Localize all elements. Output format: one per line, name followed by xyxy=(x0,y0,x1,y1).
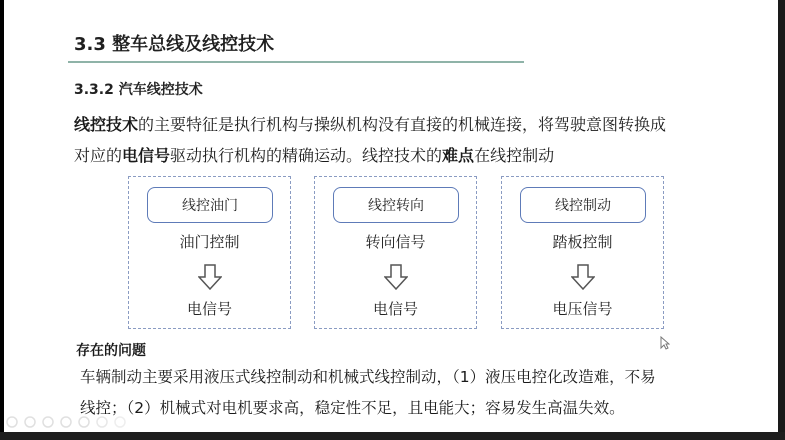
intro-line-2-b: 驱动执行机构的精确运动。线控技术的 xyxy=(170,146,443,165)
diagram-box-steering xyxy=(314,176,477,329)
subsection-title: 3.3.2 汽车线控技术 xyxy=(74,82,203,98)
box-signal-braking: 电压信号 xyxy=(552,300,613,318)
box-label-braking: 线控制动 xyxy=(520,187,646,223)
box-label-throttle: 线控油门 xyxy=(147,187,273,223)
issues-line-2: 线控；（2）机械式对电机要求高，稳定性不足，且电能大；容易发生高温失效。 xyxy=(80,399,625,417)
down-arrow-icon xyxy=(198,264,222,290)
box-control-braking: 踏板控制 xyxy=(552,233,613,251)
issues-heading: 存在的问题 xyxy=(76,343,146,359)
slide xyxy=(4,0,778,432)
down-arrow-icon xyxy=(384,264,408,290)
diagram-box-braking xyxy=(501,176,664,329)
window-right-edge xyxy=(778,0,785,440)
box-signal-throttle: 电信号 xyxy=(186,300,232,318)
intro-line-2 xyxy=(74,146,554,166)
issues-line-1: 车辆制动主要采用液压式线控制动和机械式线控制动，（1）液压电控化改造难，不易 xyxy=(80,368,656,386)
intro-line-1-text: 的主要特征是执行机构与操纵机构没有直接的机械连接，将驾驶意图转换成 xyxy=(138,115,667,134)
mouse-cursor-icon xyxy=(660,336,670,350)
box-label-steering: 线控转向 xyxy=(333,187,459,223)
box-control-steering: 转向信号 xyxy=(365,233,426,251)
box-control-throttle: 油门控制 xyxy=(179,233,240,251)
page-title: 3.3 整车总线及线控技术 xyxy=(74,34,275,55)
down-arrow-icon xyxy=(571,264,595,290)
term-difficulty: 难点 xyxy=(442,146,475,165)
intro-line-2-a: 对应的 xyxy=(74,146,123,165)
intro-line-1 xyxy=(74,115,666,135)
slide-nav-dots-icon[interactable] xyxy=(4,412,144,432)
term-wire-control: 线控技术 xyxy=(74,115,139,134)
diagram-box-throttle xyxy=(128,176,291,329)
window-bottom-bar xyxy=(0,432,785,440)
title-divider xyxy=(68,61,524,63)
intro-line-2-c: 在线控制动 xyxy=(474,146,555,165)
box-signal-steering: 电信号 xyxy=(372,300,418,318)
term-electric-signal: 电信号 xyxy=(122,146,171,165)
